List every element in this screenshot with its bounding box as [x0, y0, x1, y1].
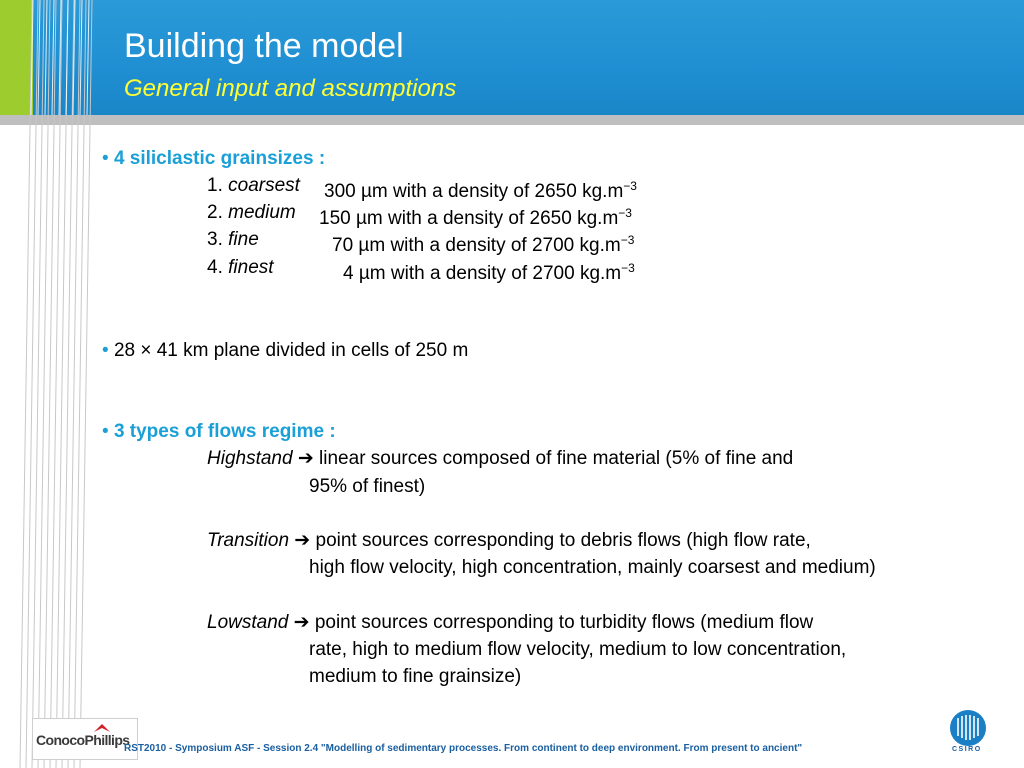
flow-regime-heading: 3 types of flows regime : [113, 421, 336, 442]
item-number: 4. [207, 257, 223, 278]
regime-desc: linear sources composed of fine material (5% of fine and [319, 448, 794, 469]
regime-desc: point sources corresponding to debris flows (high flow rate, [315, 530, 811, 551]
exponent: −3 [618, 206, 632, 220]
slide-subtitle: General input and assumptions [124, 75, 457, 102]
regime-transition [207, 529, 811, 553]
grainsize-desc-text: 4 µm with a density of 2700 kg.m [343, 263, 622, 284]
bullet-marker: • [102, 340, 109, 361]
item-number: 2. [207, 202, 223, 223]
grainsize-name: coarsest [228, 175, 300, 196]
exponent: −3 [621, 261, 635, 275]
conocophillips-logo [32, 718, 138, 760]
csiro-logo-text: CSIRO [952, 746, 982, 753]
grainsize-item [207, 201, 296, 225]
item-number: 3. [207, 229, 223, 250]
regime-desc-cont: high flow velocity, high concentration, mainly coarsest and medium) [309, 557, 876, 578]
grainsize-desc [343, 256, 635, 286]
flow-regime-bullet [102, 420, 336, 444]
regime-desc: point sources corresponding to turbidity flows (medium flow [314, 612, 814, 633]
grainsize-name: medium [228, 202, 296, 223]
slide-title: Building the model [124, 27, 404, 65]
regime-desc-cont: rate, high to medium flow velocity, medium to low concentration, [309, 639, 847, 660]
grainsize-item [207, 228, 259, 252]
footer-text: RST2010 - Symposium ASF - Session 2.4 "Modelling of sedimentary processes. From continent to deep environment. From present to ancient" [124, 743, 803, 754]
arrow-icon: ➔ [294, 530, 311, 551]
bullet-marker: • [102, 421, 109, 442]
arrow-icon: ➔ [297, 448, 314, 469]
arrow-icon: ➔ [293, 612, 310, 633]
grainsize-desc [319, 201, 632, 231]
exponent: −3 [623, 179, 637, 193]
plane-text: 28 × 41 km plane divided in cells of 250 m [113, 340, 469, 361]
grainsize-desc [324, 174, 637, 204]
grainsize-name: finest [228, 257, 274, 278]
grainsize-desc [332, 228, 634, 258]
plane-bullet [102, 339, 468, 363]
grainsize-item [207, 174, 300, 198]
exponent: −3 [620, 233, 635, 247]
decorative-vertical-lines [0, 0, 110, 768]
grainsize-name: fine [228, 229, 259, 250]
bullet-marker: • [102, 148, 109, 169]
grainsize-bullet [102, 147, 325, 171]
grainsize-desc-text: 150 µm with a density of 2650 kg.m [319, 208, 619, 229]
header-divider [0, 115, 1024, 125]
regime-name: Lowstand [207, 612, 289, 633]
regime-desc-cont: 95% of finest) [309, 476, 426, 497]
regime-highstand [207, 447, 793, 471]
regime-desc-cont: medium to fine grainsize) [309, 666, 522, 687]
grainsize-heading: 4 siliclastic grainsizes : [113, 148, 326, 169]
grainsize-item [207, 256, 274, 280]
item-number: 1. [207, 175, 223, 196]
regime-lowstand [207, 611, 813, 635]
regime-name: Transition [207, 530, 290, 551]
grainsize-desc-text: 70 µm with a density of 2700 kg.m [332, 235, 621, 256]
grainsize-desc-text: 300 µm with a density of 2650 kg.m [324, 181, 624, 202]
conocophillips-logo-text: ConocoPhillips [36, 732, 130, 748]
regime-name: Highstand [207, 448, 293, 469]
